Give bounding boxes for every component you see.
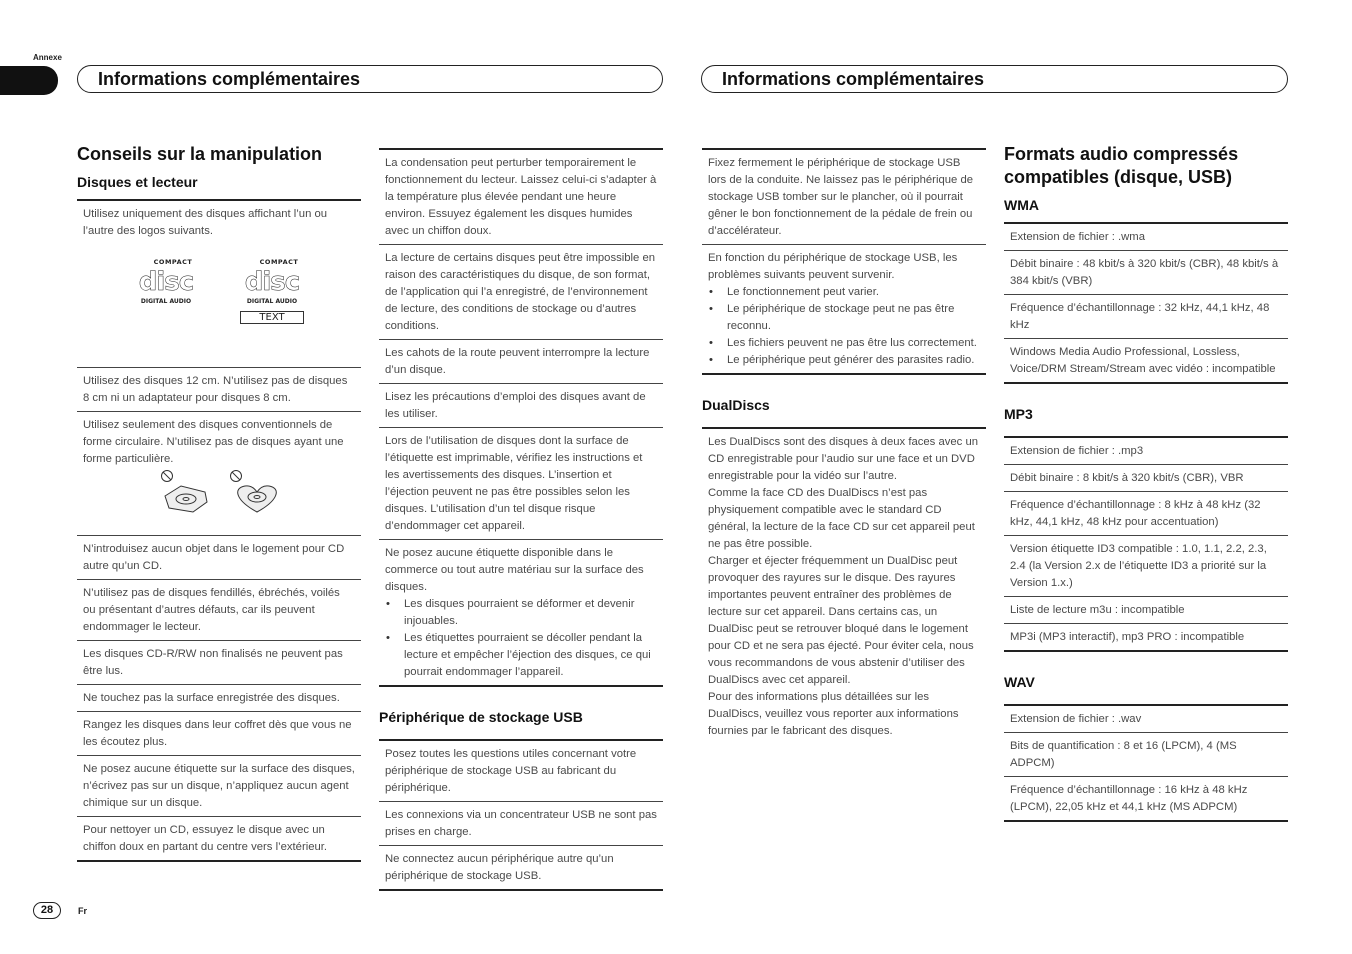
list-item: Liste de lecture m3u : incompatible [1004,597,1288,624]
list-item: Utilisez des disques 12 cm. N’utilisez pas de disques 8 cm ni un adaptateur pour disques 8 cm. [77,368,361,412]
list-item: Fréquence d’échantillonnage : 8 kHz à 48 kHz (32 kHz, 44,1 kHz, 48 kHz pour accentuation) [1004,492,1288,536]
list-item: Version étiquette ID3 compatible : 1.0, 1.1, 2.2, 2.3, 2.4 (la Version 2.x de l’étiquette ID3 a priorité sur la Version 1.x.) [1004,536,1288,597]
list-item: N’introduisez aucun objet dans le logement pour CD autre qu’un CD. [77,536,361,580]
bullet-item: • Le fonctionnement peut varier. [708,284,980,301]
language-label: Fr [78,906,87,916]
paragraph: Pour des informations plus détaillées sur les DualDiscs, veuillez vous reporter aux informations fournies par le fabricant des disques. [708,691,959,737]
list-item: Extension de fichier : .wav [1004,706,1288,733]
list-item: Fréquence d’échantillonnage : 32 kHz, 44,1 kHz, 48 kHz [1004,295,1288,339]
list-item: N’utilisez pas de disques fendillés, ébréchés, voilés ou présentant d’autres défauts, car ils peuvent endommager le lecteur. [77,580,361,641]
list-item: Windows Media Audio Professional, Lossless, Voice/DRM Stream/Stream avec vidéo : incompatible [1004,339,1288,384]
header-title-right: Informations complémentaires [722,69,985,89]
list-item: Les disques CD-R/RW non finalisés ne peuvent pas être lus. [77,641,361,685]
bullet-item: • Les disques pourraient se déformer et devenir injouables. [385,596,657,630]
page-header-left [77,65,663,93]
page-number: 28 [33,902,61,919]
disc-logos [83,254,355,324]
list-item: MP3i (MP3 interactif), mp3 PRO : incompatible [1004,624,1288,652]
dualdiscs-text [702,427,986,745]
list-item: Posez toutes les questions utiles concernant votre périphérique de stockage USB au fabricant du périphérique. [379,741,663,802]
list-item: En fonction du périphérique de stockage USB, les problèmes suivants peuvent survenir. • Le fonctionnement peut varier. • Le périphérique de stockage peut ne pas être reconnu. • Les fichiers peuvent ne pas être lus correctement. • Le périphérique peut générer des parasites radio. [702,245,986,375]
paragraph: Les DualDiscs sont des disques à deux faces avec un CD enregistrable pour l’audio sur une face et un DVD enregistrable pour la vidéo sur l’autre. [708,436,979,482]
list-item: Ne touchez pas la surface enregistrée des disques. [77,685,361,712]
paragraph: Comme la face CD des DualDiscs n’est pas physiquement compatible avec le standard CD général, la lecture de la face CD sur cet appareil peut ne pas être possible. [708,487,975,550]
list-item: Extension de fichier : .wma [1004,224,1288,251]
list-item: Pour nettoyer un CD, essuyez le disque avec un chiffon doux en partant du centre vers l’extérieur. [77,817,361,862]
subsection-title: Disques et lecteur [77,174,198,190]
list-item: Débit binaire : 8 kbit/s à 320 kbit/s (CBR), VBR [1004,465,1288,492]
list-item: Lisez les précautions d’emploi des disques avant de les utiliser. [379,384,663,428]
section-title: Conseils sur la manipulation [77,144,323,164]
list-item: Les connexions via un concentrateur USB ne sont pas prises en charge. [379,802,663,846]
bullet-item: • Le périphérique de stockage peut ne pas être reconnu. [708,301,980,335]
list-item: La condensation peut perturber temporairement le fonctionnement du lecteur. Laissez celui-ci s’adapter à la température plus élevée pendant une heure environ. Essuyez également les disques humides avec un chiffon doux. [379,150,663,245]
bullet-item: • Le périphérique peut générer des parasites radio. [708,352,980,369]
usb-section-title: Périphérique de stockage USB [379,709,583,725]
list-item [77,201,361,368]
section-label: Annexe [33,53,62,62]
wav-title: WAV [1004,674,1035,690]
list-item: Extension de fichier : .mp3 [1004,438,1288,465]
compact-disc-text-logo: COMPACT disc DIGITAL AUDIO TEXT [240,254,304,324]
section-tab [0,66,58,95]
list-item: Rangez les disques dans leur coffret dès que vous ne les écoutez plus. [77,712,361,756]
odd-shaped-discs-illustration [159,470,289,516]
column-1 [77,143,361,862]
list-item: Débit binaire : 48 kbit/s à 320 kbit/s (CBR), 48 kbit/s à 384 kbit/s (VBR) [1004,251,1288,295]
bullet-item: • Les étiquettes pourraient se décoller pendant la lecture et empêcher l’éjection des disques, ce qui pourrait endommager l’appareil. [385,630,657,681]
list-item: La lecture de certains disques peut être impossible en raison des caractéristiques du disque, de son format, de l’application qui l’a enregistré, de l’environnement de lecture, des conditions de stockage ou d’autres conditions. [379,245,663,340]
list-item: Bits de quantification : 8 et 16 (LPCM), 4 (MS ADPCM) [1004,733,1288,777]
list-item: Ne posez aucune étiquette sur la surface des disques, n’écrivez pas sur un disque, n’appliquez aucun agent chimique sur un disque. [77,756,361,817]
column-4 [1004,143,1288,822]
column-2 [379,148,663,891]
list-item: Ne connectez aucun périphérique autre qu’un périphérique de stockage USB. [379,846,663,891]
list-item: Utilisez seulement des disques conventionnels de forme circulaire. N’utilisez pas de disques ayant une forme particulière. [77,412,361,536]
wma-title: WMA [1004,197,1039,213]
bullet-item: • Les fichiers peuvent ne pas être lus correctement. [708,335,980,352]
compact-disc-logo: COMPACT disc DIGITAL AUDIO [138,258,194,305]
mp3-title: MP3 [1004,406,1033,422]
header-title-left: Informations complémentaires [98,69,361,89]
list-item: Lors de l’utilisation de disques dont la surface de l’étiquette est imprimable, vérifiez les instructions et les avertissements des disques. L’insertion et l’éjection peuvent ne pas être possibles selon les disques. L’utilisation d’un tel disque risque d’endommager cet appareil. [379,428,663,540]
item-text: Utilisez uniquement des disques affichant l’un ou l’autre des logos suivants. [83,208,328,237]
formats-section-title: Formats audio compressés compatibles (disque, USB) [1004,144,1239,187]
list-item: Fixez fermement le périphérique de stockage USB lors de la conduite. Ne laissez pas le périphérique de stockage USB tomber sur le plancher, où il pourrait gêner le bon fonctionnement de la pédale de frein ou d’accélérateur. [702,150,986,245]
paragraph: Charger et éjecter fréquemment un DualDisc peut provoquer des rayures sur le disque. Des rayures importantes peuvent entraîner des problèmes de lecture sur cet appareil. Dans certains cas, un DualDisc peut se retrouver bloqué dans le logement pour CD et ne sera pas éjecté. Pour éviter cela, nous vous recommandons de vous abstenir d’utiliser des DualDiscs avec cet appareil. [708,555,974,686]
dualdiscs-section-title: DualDiscs [702,397,770,413]
list-item: Les cahots de la route peuvent interrompre la lecture d’un disque. [379,340,663,384]
list-item: Ne posez aucune étiquette disponible dans le commerce ou tout autre matériau sur la surface des disques. • Les disques pourraient se déformer et devenir injouables. • Les étiquettes pourraient se décoller pendant la lecture et empêcher l’éjection des disques, ce qui pourrait endommager l’appareil. [379,540,663,687]
list-item: Fréquence d’échantillonnage : 16 kHz à 48 kHz (LPCM), 22,05 kHz et 44,1 kHz (MS ADPCM) [1004,777,1288,822]
page-header-right [701,65,1288,93]
column-3 [702,148,986,745]
